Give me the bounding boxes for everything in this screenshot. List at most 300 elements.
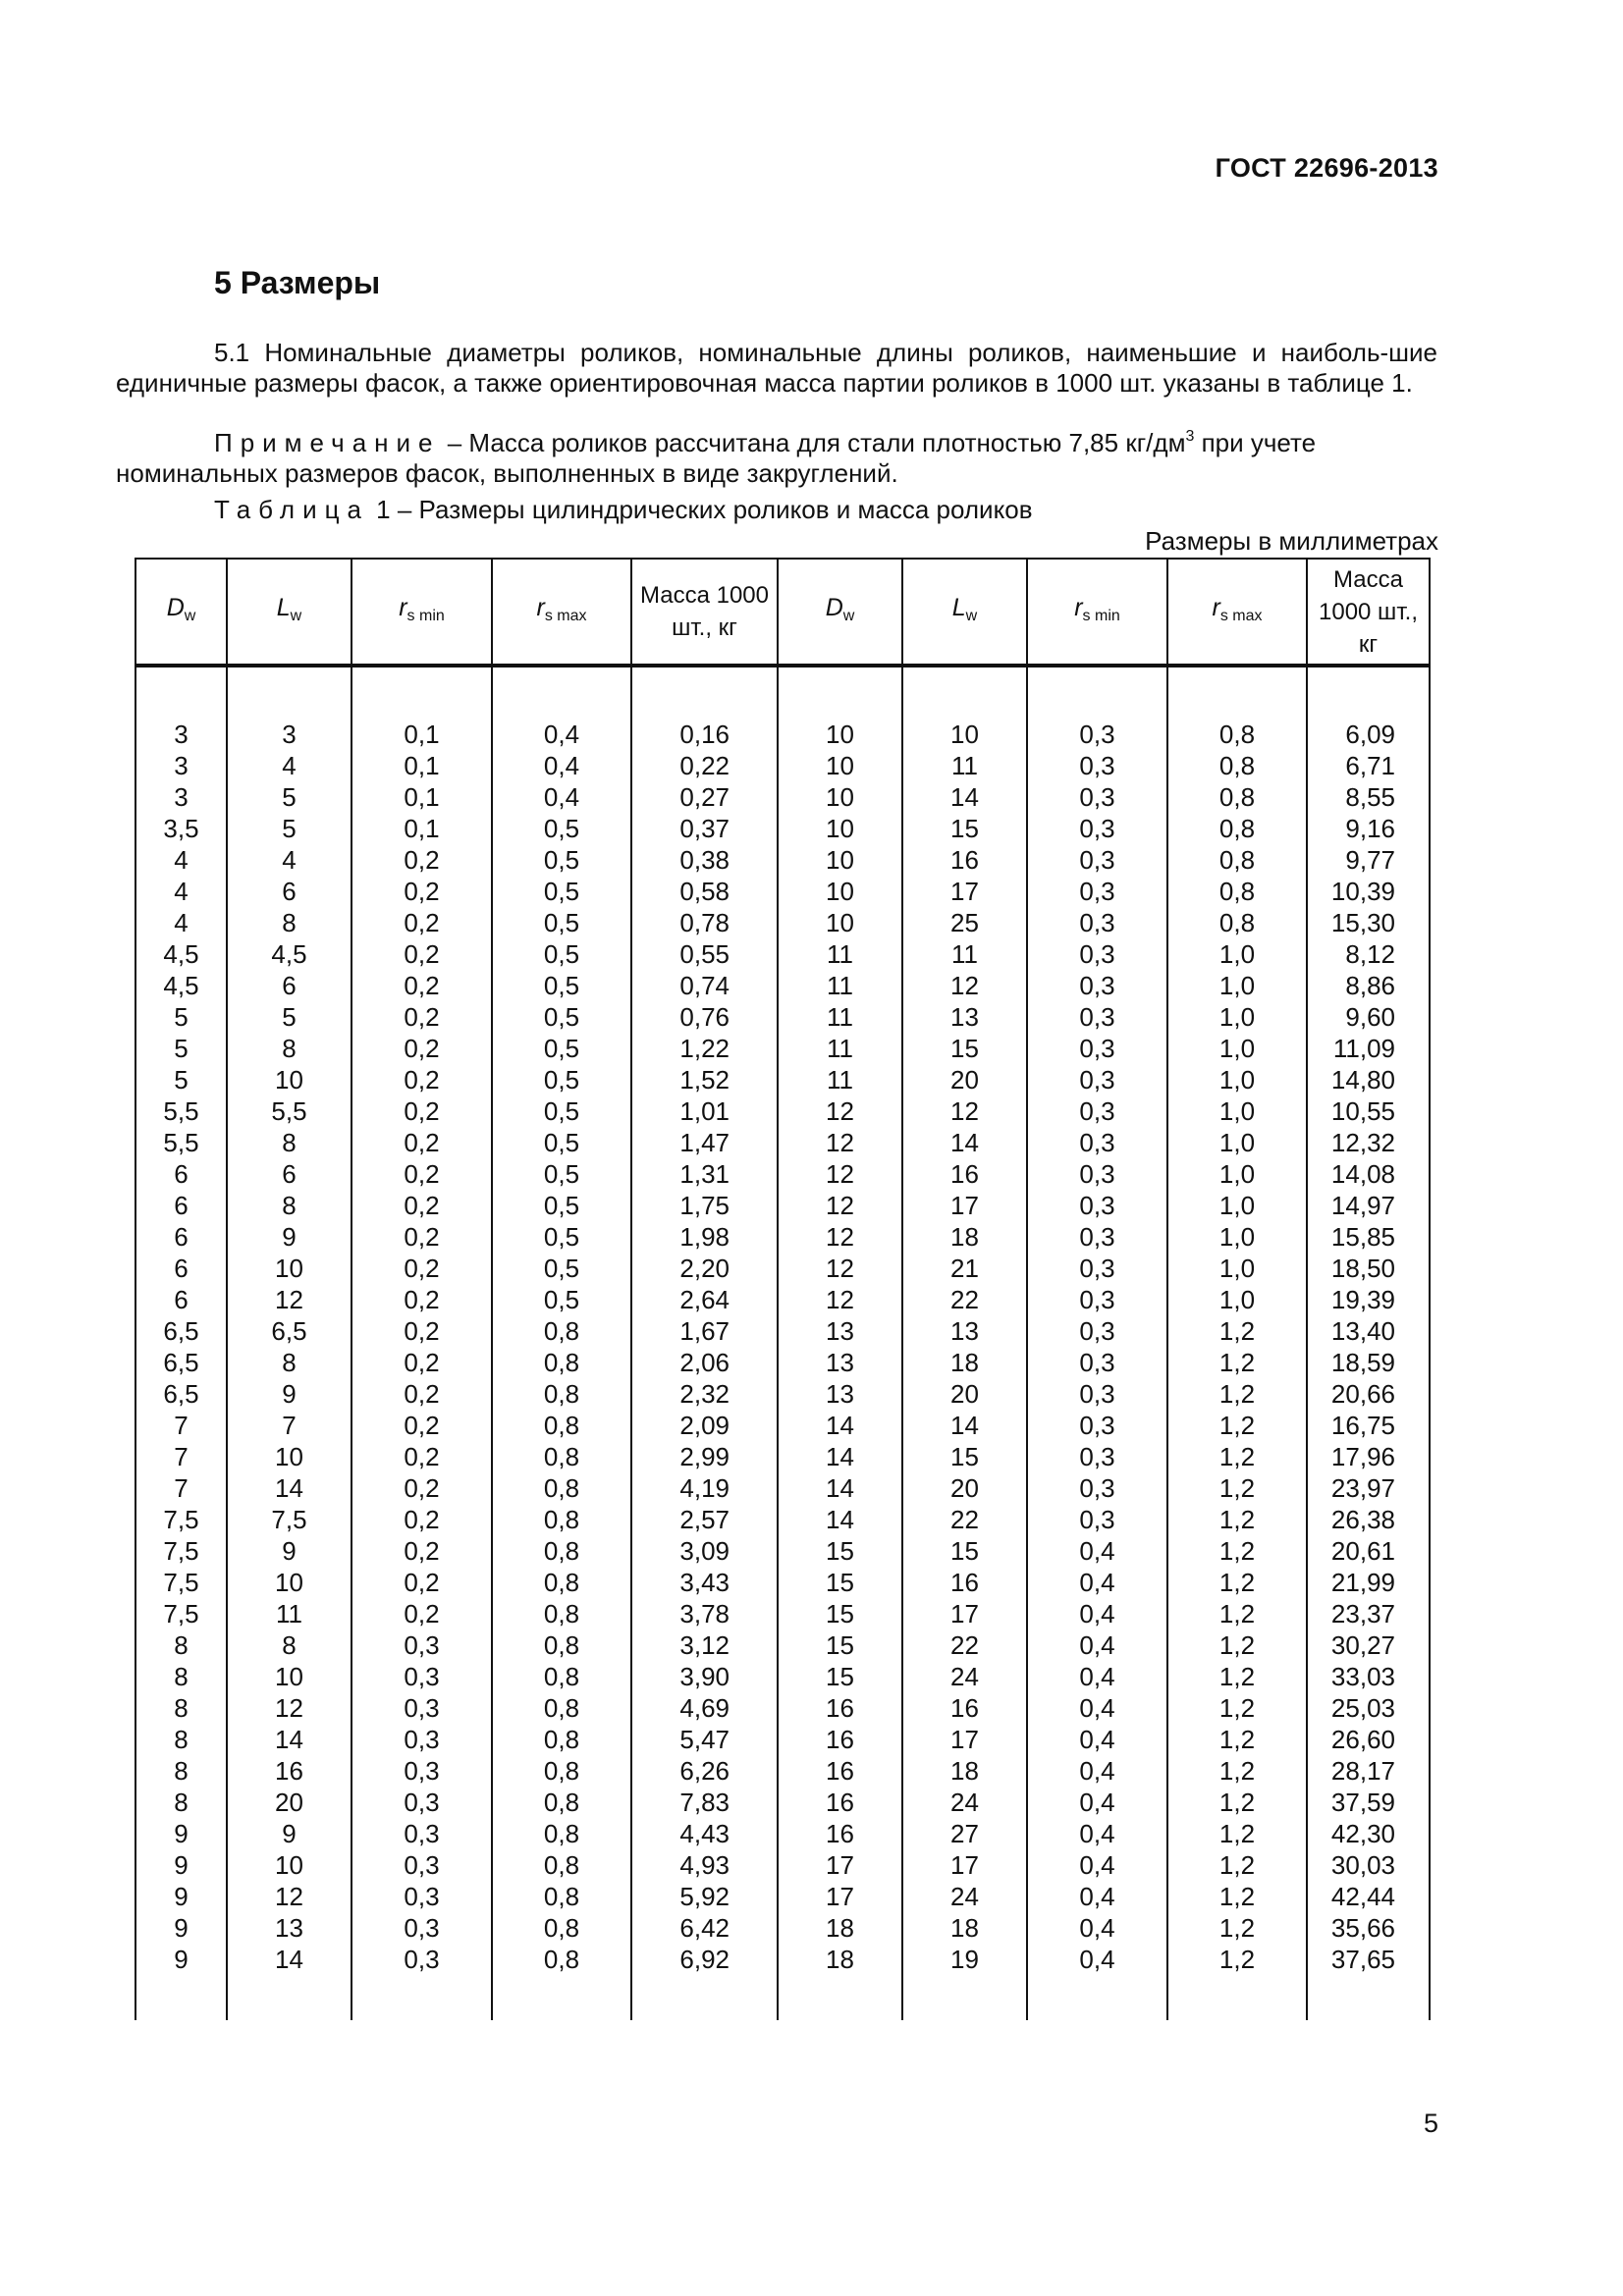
spacer-cell bbox=[352, 1975, 492, 2020]
cell-dw-2: 11 bbox=[778, 1001, 902, 1033]
cell-mass-2: 23,37 bbox=[1307, 1598, 1430, 1629]
cell-rs-min: 0,2 bbox=[352, 1567, 492, 1598]
units-note: Размеры в миллиметрах bbox=[1145, 526, 1438, 556]
document-code: ГОСТ 22696-2013 bbox=[1215, 153, 1438, 183]
table-row bbox=[135, 1692, 1430, 1724]
cell-rs-min: 0,2 bbox=[352, 1190, 492, 1221]
cell-dw-2: 10 bbox=[778, 750, 902, 781]
cell-rs-min-2: 0,3 bbox=[1027, 719, 1167, 750]
table-row bbox=[135, 1912, 1430, 1944]
cell-lw: 8 bbox=[227, 1347, 352, 1378]
cell-mass-2: 37,65 bbox=[1307, 1944, 1430, 1975]
cell-lw: 5 bbox=[227, 781, 352, 813]
cell-lw-2: 15 bbox=[902, 1441, 1027, 1472]
cell-mass: 3,90 bbox=[631, 1661, 778, 1692]
note-label: Примечание bbox=[214, 428, 441, 457]
cell-mass: 0,27 bbox=[631, 781, 778, 813]
cell-rs-min-2: 0,4 bbox=[1027, 1912, 1167, 1944]
table-row bbox=[135, 1410, 1430, 1441]
cell-mass: 2,64 bbox=[631, 1284, 778, 1315]
cell-dw: 6 bbox=[135, 1158, 227, 1190]
cell-lw-2: 22 bbox=[902, 1284, 1027, 1315]
cell-mass-2: 6,71 bbox=[1307, 750, 1430, 781]
cell-rs-max-2: 1,2 bbox=[1167, 1692, 1307, 1724]
table-spacer-row bbox=[135, 666, 1430, 719]
cell-rs-max: 0,8 bbox=[492, 1598, 631, 1629]
cell-rs-max-2: 1,0 bbox=[1167, 1064, 1307, 1095]
cell-rs-min: 0,2 bbox=[352, 1127, 492, 1158]
cell-lw-2: 17 bbox=[902, 876, 1027, 907]
cell-lw-2: 14 bbox=[902, 781, 1027, 813]
cell-rs-max: 0,4 bbox=[492, 750, 631, 781]
cell-dw-2: 12 bbox=[778, 1221, 902, 1253]
cell-rs-min-2: 0,3 bbox=[1027, 1190, 1167, 1221]
cell-rs-max-2: 1,0 bbox=[1167, 1033, 1307, 1064]
cell-dw: 5 bbox=[135, 1033, 227, 1064]
cell-rs-max: 0,5 bbox=[492, 844, 631, 876]
cell-rs-max: 0,5 bbox=[492, 970, 631, 1001]
cell-rs-max-2: 0,8 bbox=[1167, 876, 1307, 907]
cell-dw: 8 bbox=[135, 1755, 227, 1787]
cell-dw: 7 bbox=[135, 1472, 227, 1504]
cell-lw: 9 bbox=[227, 1378, 352, 1410]
spacer-cell bbox=[135, 666, 227, 719]
table-row bbox=[135, 1064, 1430, 1095]
table-row bbox=[135, 1567, 1430, 1598]
section-title: 5 Размеры bbox=[214, 265, 381, 300]
cell-mass: 6,92 bbox=[631, 1944, 778, 1975]
cell-dw-2: 12 bbox=[778, 1095, 902, 1127]
spacer-cell bbox=[492, 666, 631, 719]
cell-lw: 6 bbox=[227, 970, 352, 1001]
cell-lw-2: 15 bbox=[902, 1535, 1027, 1567]
cell-rs-min: 0,2 bbox=[352, 907, 492, 938]
cell-dw: 3 bbox=[135, 781, 227, 813]
cell-rs-min: 0,3 bbox=[352, 1692, 492, 1724]
cell-mass: 2,57 bbox=[631, 1504, 778, 1535]
table-spacer-row bbox=[135, 1975, 1430, 2020]
cell-rs-min-2: 0,4 bbox=[1027, 1724, 1167, 1755]
cell-rs-min-2: 0,3 bbox=[1027, 1284, 1167, 1315]
spacer-cell bbox=[1167, 1975, 1307, 2020]
header-dw: $D_w$ bbox=[135, 559, 227, 666]
cell-mass-2: 26,60 bbox=[1307, 1724, 1430, 1755]
table-row bbox=[135, 1472, 1430, 1504]
cell-rs-min-2: 0,3 bbox=[1027, 750, 1167, 781]
cell-mass: 4,69 bbox=[631, 1692, 778, 1724]
cell-dw-2: 16 bbox=[778, 1787, 902, 1818]
cell-rs-max: 0,5 bbox=[492, 1127, 631, 1158]
cell-rs-max-2: 1,2 bbox=[1167, 1881, 1307, 1912]
cell-rs-max-2: 1,2 bbox=[1167, 1472, 1307, 1504]
cell-lw-2: 13 bbox=[902, 1001, 1027, 1033]
cell-lw-2: 20 bbox=[902, 1064, 1027, 1095]
cell-dw-2: 16 bbox=[778, 1692, 902, 1724]
cell-dw-2: 15 bbox=[778, 1535, 902, 1567]
spacer-cell bbox=[631, 666, 778, 719]
cell-dw-2: 11 bbox=[778, 970, 902, 1001]
cell-rs-max: 0,8 bbox=[492, 1661, 631, 1692]
cell-dw: 6 bbox=[135, 1253, 227, 1284]
cell-mass: 7,83 bbox=[631, 1787, 778, 1818]
cell-lw: 10 bbox=[227, 1064, 352, 1095]
cell-rs-min: 0,2 bbox=[352, 1347, 492, 1378]
header-dw-2: $D_w$ bbox=[778, 559, 902, 666]
cell-mass-2: 37,59 bbox=[1307, 1787, 1430, 1818]
cell-lw-2: 17 bbox=[902, 1598, 1027, 1629]
cell-dw-2: 12 bbox=[778, 1284, 902, 1315]
cell-dw: 7,5 bbox=[135, 1535, 227, 1567]
cell-rs-max-2: 1,2 bbox=[1167, 1724, 1307, 1755]
cell-rs-max-2: 1,2 bbox=[1167, 1441, 1307, 1472]
cell-rs-max: 0,8 bbox=[492, 1410, 631, 1441]
cell-lw-2: 22 bbox=[902, 1504, 1027, 1535]
cell-lw-2: 27 bbox=[902, 1818, 1027, 1849]
cell-lw-2: 17 bbox=[902, 1724, 1027, 1755]
cell-lw: 3 bbox=[227, 719, 352, 750]
cell-lw-2: 16 bbox=[902, 1158, 1027, 1190]
table-row bbox=[135, 1787, 1430, 1818]
cell-rs-max: 0,8 bbox=[492, 1724, 631, 1755]
cell-rs-max-2: 1,0 bbox=[1167, 938, 1307, 970]
cell-dw: 4 bbox=[135, 844, 227, 876]
table-caption-text: 1 – Размеры цилиндрических роликов и масса роликов bbox=[368, 495, 1033, 524]
cell-dw-2: 13 bbox=[778, 1378, 902, 1410]
cell-rs-max: 0,5 bbox=[492, 1033, 631, 1064]
cell-mass: 0,16 bbox=[631, 719, 778, 750]
cell-dw-2: 12 bbox=[778, 1190, 902, 1221]
cell-rs-min-2: 0,3 bbox=[1027, 1315, 1167, 1347]
cell-dw: 8 bbox=[135, 1787, 227, 1818]
cell-dw: 4,5 bbox=[135, 970, 227, 1001]
cell-dw: 8 bbox=[135, 1629, 227, 1661]
cell-mass: 0,78 bbox=[631, 907, 778, 938]
spacer-cell bbox=[1027, 666, 1167, 719]
cell-rs-max-2: 1,2 bbox=[1167, 1504, 1307, 1535]
cell-dw-2: 11 bbox=[778, 1033, 902, 1064]
table-row bbox=[135, 1755, 1430, 1787]
cell-dw-2: 10 bbox=[778, 719, 902, 750]
table-caption bbox=[116, 495, 1437, 525]
cell-lw: 12 bbox=[227, 1692, 352, 1724]
cell-rs-min: 0,3 bbox=[352, 1724, 492, 1755]
cell-mass-2: 11,09 bbox=[1307, 1033, 1430, 1064]
cell-rs-max: 0,5 bbox=[492, 907, 631, 938]
cell-rs-min: 0,3 bbox=[352, 1944, 492, 1975]
cell-lw-2: 25 bbox=[902, 907, 1027, 938]
cell-rs-min-2: 0,3 bbox=[1027, 1472, 1167, 1504]
cell-lw-2: 18 bbox=[902, 1221, 1027, 1253]
cell-rs-min-2: 0,3 bbox=[1027, 813, 1167, 844]
cell-rs-min: 0,2 bbox=[352, 1221, 492, 1253]
cell-rs-min-2: 0,4 bbox=[1027, 1661, 1167, 1692]
cell-lw: 8 bbox=[227, 1127, 352, 1158]
header-rs-max-2: $r_{s max}$ bbox=[1167, 559, 1307, 666]
cell-rs-max-2: 1,0 bbox=[1167, 1253, 1307, 1284]
cell-dw-2: 10 bbox=[778, 813, 902, 844]
cell-dw-2: 10 bbox=[778, 781, 902, 813]
cell-lw-2: 24 bbox=[902, 1787, 1027, 1818]
cell-rs-max: 0,8 bbox=[492, 1629, 631, 1661]
cell-rs-max-2: 1,2 bbox=[1167, 1912, 1307, 1944]
cell-mass-2: 13,40 bbox=[1307, 1315, 1430, 1347]
spacer-cell bbox=[227, 1975, 352, 2020]
cell-mass-2: 21,99 bbox=[1307, 1567, 1430, 1598]
cell-rs-max-2: 1,2 bbox=[1167, 1787, 1307, 1818]
cell-rs-max: 0,8 bbox=[492, 1755, 631, 1787]
cell-lw-2: 20 bbox=[902, 1472, 1027, 1504]
cell-lw: 10 bbox=[227, 1567, 352, 1598]
cell-dw: 6 bbox=[135, 1284, 227, 1315]
cell-rs-min: 0,2 bbox=[352, 970, 492, 1001]
cell-mass: 0,76 bbox=[631, 1001, 778, 1033]
cell-dw: 9 bbox=[135, 1849, 227, 1881]
cell-lw: 14 bbox=[227, 1472, 352, 1504]
cell-rs-max: 0,8 bbox=[492, 1849, 631, 1881]
cell-rs-min: 0,2 bbox=[352, 1410, 492, 1441]
cell-rs-max-2: 0,8 bbox=[1167, 907, 1307, 938]
cell-rs-max: 0,4 bbox=[492, 719, 631, 750]
table-row bbox=[135, 1001, 1430, 1033]
cell-lw: 5 bbox=[227, 1001, 352, 1033]
header-rs-max: $r_{s max}$ bbox=[492, 559, 631, 666]
cell-dw: 3,5 bbox=[135, 813, 227, 844]
cell-lw: 10 bbox=[227, 1849, 352, 1881]
cell-rs-min: 0,1 bbox=[352, 750, 492, 781]
cell-lw: 7 bbox=[227, 1410, 352, 1441]
cell-mass: 6,26 bbox=[631, 1755, 778, 1787]
cell-lw: 8 bbox=[227, 1190, 352, 1221]
table-row bbox=[135, 1033, 1430, 1064]
cell-rs-min: 0,2 bbox=[352, 1598, 492, 1629]
cell-lw: 6,5 bbox=[227, 1315, 352, 1347]
cell-lw-2: 17 bbox=[902, 1190, 1027, 1221]
spacer-cell bbox=[902, 1975, 1027, 2020]
cell-dw-2: 12 bbox=[778, 1253, 902, 1284]
cell-mass-2: 17,96 bbox=[1307, 1441, 1430, 1472]
cell-mass: 1,98 bbox=[631, 1221, 778, 1253]
cell-rs-min-2: 0,4 bbox=[1027, 1818, 1167, 1849]
cell-mass: 2,09 bbox=[631, 1410, 778, 1441]
cell-mass-2: 8,12 bbox=[1307, 938, 1430, 970]
cell-dw: 6,5 bbox=[135, 1315, 227, 1347]
header-lw: $L_w$ bbox=[227, 559, 352, 666]
table-row bbox=[135, 1253, 1430, 1284]
table-row bbox=[135, 1849, 1430, 1881]
cell-rs-min: 0,1 bbox=[352, 719, 492, 750]
cell-rs-max: 0,4 bbox=[492, 781, 631, 813]
cell-rs-max: 0,5 bbox=[492, 1064, 631, 1095]
header-mass-2: Масса 1000 шт., кг bbox=[1307, 559, 1430, 666]
cell-rs-min-2: 0,3 bbox=[1027, 781, 1167, 813]
cell-dw-2: 15 bbox=[778, 1629, 902, 1661]
cell-rs-min-2: 0,3 bbox=[1027, 1504, 1167, 1535]
cell-rs-max: 0,5 bbox=[492, 1253, 631, 1284]
cell-dw: 5,5 bbox=[135, 1127, 227, 1158]
cell-rs-max-2: 1,2 bbox=[1167, 1378, 1307, 1410]
cell-rs-max-2: 1,2 bbox=[1167, 1818, 1307, 1849]
note-paragraph bbox=[116, 428, 1437, 489]
cell-mass: 6,42 bbox=[631, 1912, 778, 1944]
cell-rs-max: 0,8 bbox=[492, 1567, 631, 1598]
cell-rs-max: 0,8 bbox=[492, 1441, 631, 1472]
cell-lw-2: 11 bbox=[902, 750, 1027, 781]
header-rs-min: $r_{s min}$ bbox=[352, 559, 492, 666]
cell-rs-max: 0,8 bbox=[492, 1881, 631, 1912]
cell-rs-min-2: 0,4 bbox=[1027, 1787, 1167, 1818]
cell-rs-max-2: 0,8 bbox=[1167, 813, 1307, 844]
cell-mass: 0,55 bbox=[631, 938, 778, 970]
cell-rs-min: 0,2 bbox=[352, 1284, 492, 1315]
cell-mass: 2,06 bbox=[631, 1347, 778, 1378]
cell-dw: 9 bbox=[135, 1818, 227, 1849]
cell-rs-min: 0,2 bbox=[352, 1504, 492, 1535]
cell-mass-2: 15,30 bbox=[1307, 907, 1430, 938]
header-rs-min-2: $r_{s min}$ bbox=[1027, 559, 1167, 666]
cell-rs-max-2: 1,2 bbox=[1167, 1944, 1307, 1975]
cell-rs-min: 0,3 bbox=[352, 1629, 492, 1661]
cell-rs-min-2: 0,3 bbox=[1027, 1158, 1167, 1190]
cell-rs-max: 0,8 bbox=[492, 1818, 631, 1849]
cell-dw-2: 10 bbox=[778, 844, 902, 876]
cell-mass-2: 9,77 bbox=[1307, 844, 1430, 876]
cell-rs-max: 0,5 bbox=[492, 1095, 631, 1127]
cell-mass-2: 26,38 bbox=[1307, 1504, 1430, 1535]
table-row bbox=[135, 750, 1430, 781]
cell-rs-min-2: 0,3 bbox=[1027, 938, 1167, 970]
cell-rs-max: 0,5 bbox=[492, 1190, 631, 1221]
cell-rs-min-2: 0,4 bbox=[1027, 1567, 1167, 1598]
cell-mass: 1,67 bbox=[631, 1315, 778, 1347]
cell-lw: 8 bbox=[227, 1033, 352, 1064]
cell-rs-min-2: 0,3 bbox=[1027, 844, 1167, 876]
cell-rs-min: 0,3 bbox=[352, 1787, 492, 1818]
table-row bbox=[135, 876, 1430, 907]
cell-lw-2: 22 bbox=[902, 1629, 1027, 1661]
cell-dw: 5,5 bbox=[135, 1095, 227, 1127]
cell-lw: 11 bbox=[227, 1598, 352, 1629]
cell-mass: 0,38 bbox=[631, 844, 778, 876]
cell-dw-2: 15 bbox=[778, 1567, 902, 1598]
cell-mass-2: 18,59 bbox=[1307, 1347, 1430, 1378]
cell-dw: 8 bbox=[135, 1724, 227, 1755]
cell-dw-2: 12 bbox=[778, 1127, 902, 1158]
cell-lw-2: 20 bbox=[902, 1378, 1027, 1410]
cell-dw-2: 13 bbox=[778, 1315, 902, 1347]
cell-lw-2: 24 bbox=[902, 1661, 1027, 1692]
cell-rs-max-2: 1,0 bbox=[1167, 1158, 1307, 1190]
cell-rs-max-2: 1,2 bbox=[1167, 1849, 1307, 1881]
cell-dw-2: 15 bbox=[778, 1598, 902, 1629]
cell-mass: 0,74 bbox=[631, 970, 778, 1001]
note-text: – Масса роликов рассчитана для стали плотностью 7,85 кг/дм bbox=[440, 428, 1186, 457]
cell-rs-min: 0,2 bbox=[352, 876, 492, 907]
cell-mass-2: 9,60 bbox=[1307, 1001, 1430, 1033]
cell-mass: 1,22 bbox=[631, 1033, 778, 1064]
cell-lw: 9 bbox=[227, 1221, 352, 1253]
cell-rs-max: 0,5 bbox=[492, 1158, 631, 1190]
cell-dw-2: 14 bbox=[778, 1504, 902, 1535]
cell-lw: 10 bbox=[227, 1253, 352, 1284]
spacer-cell bbox=[902, 666, 1027, 719]
cell-rs-max-2: 0,8 bbox=[1167, 719, 1307, 750]
cell-lw-2: 14 bbox=[902, 1410, 1027, 1441]
spacer-cell bbox=[492, 1975, 631, 2020]
table-row bbox=[135, 1190, 1430, 1221]
cell-dw: 4 bbox=[135, 876, 227, 907]
table-row bbox=[135, 1221, 1430, 1253]
cell-mass-2: 20,66 bbox=[1307, 1378, 1430, 1410]
table-row bbox=[135, 1724, 1430, 1755]
cell-rs-min: 0,2 bbox=[352, 1378, 492, 1410]
cell-mass-2: 14,80 bbox=[1307, 1064, 1430, 1095]
cell-rs-min-2: 0,4 bbox=[1027, 1755, 1167, 1787]
cell-rs-max-2: 0,8 bbox=[1167, 750, 1307, 781]
cell-lw: 6 bbox=[227, 876, 352, 907]
cell-lw-2: 21 bbox=[902, 1253, 1027, 1284]
cell-rs-max-2: 1,0 bbox=[1167, 970, 1307, 1001]
cell-rs-max: 0,8 bbox=[492, 1504, 631, 1535]
cell-dw: 5 bbox=[135, 1064, 227, 1095]
cell-mass: 1,31 bbox=[631, 1158, 778, 1190]
cell-rs-max-2: 1,0 bbox=[1167, 1221, 1307, 1253]
cell-rs-min: 0,1 bbox=[352, 813, 492, 844]
cell-mass-2: 9,16 bbox=[1307, 813, 1430, 844]
table-row bbox=[135, 1629, 1430, 1661]
cell-mass: 3,12 bbox=[631, 1629, 778, 1661]
cell-rs-max: 0,8 bbox=[492, 1535, 631, 1567]
cell-mass-2: 30,27 bbox=[1307, 1629, 1430, 1661]
cell-rs-min: 0,2 bbox=[352, 1253, 492, 1284]
page-number: 5 bbox=[1423, 2109, 1438, 2138]
cell-lw: 13 bbox=[227, 1912, 352, 1944]
cell-rs-min-2: 0,3 bbox=[1027, 1347, 1167, 1378]
cell-mass: 2,99 bbox=[631, 1441, 778, 1472]
cell-mass-2: 28,17 bbox=[1307, 1755, 1430, 1787]
cell-mass-2: 6,09 bbox=[1307, 719, 1430, 750]
cell-lw: 12 bbox=[227, 1284, 352, 1315]
cell-dw-2: 12 bbox=[778, 1158, 902, 1190]
cell-mass: 4,19 bbox=[631, 1472, 778, 1504]
spacer-cell bbox=[1167, 666, 1307, 719]
cell-lw-2: 12 bbox=[902, 1095, 1027, 1127]
spacer-cell bbox=[631, 1975, 778, 2020]
cell-mass-2: 35,66 bbox=[1307, 1912, 1430, 1944]
cell-mass: 3,09 bbox=[631, 1535, 778, 1567]
cell-dw-2: 16 bbox=[778, 1755, 902, 1787]
cell-rs-max: 0,5 bbox=[492, 938, 631, 970]
cell-rs-min: 0,2 bbox=[352, 938, 492, 970]
cell-lw-2: 15 bbox=[902, 1033, 1027, 1064]
cell-rs-min: 0,2 bbox=[352, 1535, 492, 1567]
spacer-cell bbox=[352, 666, 492, 719]
cell-lw: 12 bbox=[227, 1881, 352, 1912]
cell-rs-min-2: 0,3 bbox=[1027, 1095, 1167, 1127]
cell-mass: 1,52 bbox=[631, 1064, 778, 1095]
cell-rs-min-2: 0,4 bbox=[1027, 1849, 1167, 1881]
cell-dw: 7 bbox=[135, 1441, 227, 1472]
cell-lw: 8 bbox=[227, 907, 352, 938]
cell-mass-2: 42,44 bbox=[1307, 1881, 1430, 1912]
cell-lw-2: 16 bbox=[902, 1692, 1027, 1724]
cell-rs-min: 0,2 bbox=[352, 1441, 492, 1472]
cell-rs-max-2: 1,2 bbox=[1167, 1535, 1307, 1567]
cell-mass-2: 20,61 bbox=[1307, 1535, 1430, 1567]
table-row bbox=[135, 938, 1430, 970]
cell-dw: 7,5 bbox=[135, 1567, 227, 1598]
cell-dw-2: 16 bbox=[778, 1724, 902, 1755]
cell-dw: 9 bbox=[135, 1944, 227, 1975]
